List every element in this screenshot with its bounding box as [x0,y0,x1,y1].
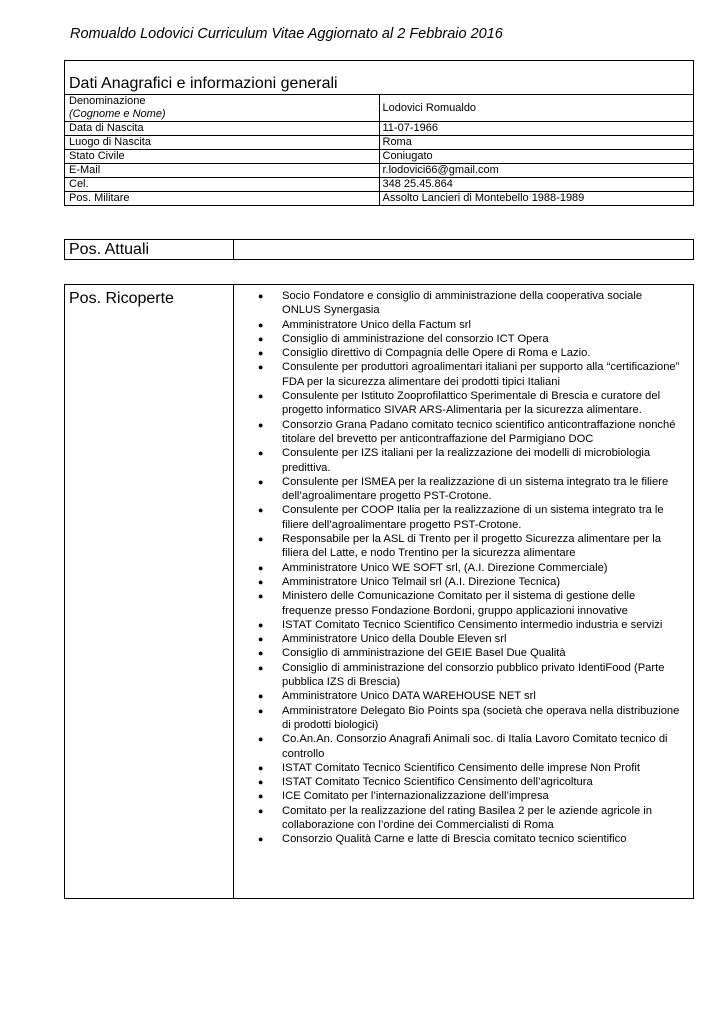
list-item-text: ISTAT Comitato Tecnico Scientifico Censimento intermedio industria e servizi [282,618,663,631]
list-item [258,775,683,789]
bullet-icon: ● [258,291,264,301]
list-item-text: Consiglio di amministrazione del GEIE Basel Due Qualità [282,647,566,660]
bullet-icon: ● [258,562,264,573]
attuali-value [234,240,694,260]
list-item [258,789,683,803]
row-value-data-nascita: 11-07-1966 [379,122,694,136]
list-item [258,589,683,618]
bullet-icon: ● [258,505,264,516]
anagrafica-title: Dati Anagrafici e informazioni generali [65,61,694,95]
list-item-text: Socio Fondatore e consiglio di amministrazione della cooperativa sociale ONLUS Synergasia [282,290,643,317]
list-item-text: Consulente per produttori agroalimentari italiani per supporto alla “certificazione” FDA per la sicurezza alimentare dei prodotti tipici Italiani [282,361,680,388]
list-item [258,689,683,703]
list-item-text: Consorzio Qualità Carne e latte di Brescia comitato tecnico scientifico [282,833,627,846]
bullet-icon: ● [258,834,264,845]
list-item [258,618,683,632]
bullet-icon: ● [258,762,264,773]
list-item [258,346,683,360]
bullet-icon: ● [258,634,264,645]
bullet-icon: ● [258,448,264,459]
list-item [258,289,683,318]
row-label-cel: Cel. [65,178,380,192]
denominazione-value: Lodovici Romualdo [379,95,694,122]
list-item-text: Consulente per ISMEA per la realizzazione di un sistema integrato tra le filiere dell’agroalimentare progetto PST-Crotone. [282,475,669,503]
list-item-text: Ministero delle Comunicazione Comitato per il sistema di gestione delle frequenze presso Fondazione Bordoni, gruppo applicazioni innovative [282,590,636,617]
bullet-icon: ● [258,362,264,373]
list-item-text: Consulente per IZS italiani per la realizzazione dei modelli di microbiologia predittiva. [282,447,651,474]
list-item-text: Consulente per COOP Italia per la realizzazione di un sistema integrato tra le filiere dell’agroalimentare progetto PST-Crotone. [282,504,664,531]
ricoperte-list-cell [234,285,694,899]
denominazione-sublabel: (Cognome e Nome) [69,108,166,120]
list-item-text: Consiglio di amministrazione del consorzio ICT Opera [282,332,549,345]
bullet-icon: ● [258,791,264,802]
bullet-icon: ● [258,619,264,630]
attuali-label: Pos. Attuali [65,240,234,260]
bullet-icon: ● [258,648,264,659]
bullet-icon: ● [258,734,264,745]
row-label-pos-militare: Pos. Militare [65,192,380,206]
list-item [258,446,683,475]
row-value-stato-civile: Coniugato [379,150,694,164]
denominazione-label-cell [65,95,380,122]
page-header: Romualdo Lodovici Curriculum Vitae Aggiornato al 2 Febbraio 2016 [70,26,503,42]
list-item [258,575,683,589]
list-item-text: Amministratore Unico della Double Eleven srl [282,633,507,646]
list-item [258,761,683,775]
list-item [258,732,683,761]
list-item [258,804,683,833]
bullet-icon: ● [258,691,264,702]
list-item-text: Consorzio Grana Padano comitato tecnico scientifico anticontraffazione nonché titolare del brevetto per anticontraffazione del Parmigiano DOC [282,418,676,445]
list-item-text: Amministratore Unico WE SOFT srl, (A.I. Direzione Commerciale) [282,561,608,574]
bullet-icon: ● [258,476,264,487]
list-item-text: Co.An.An. Consorzio Anagrafi Animali soc. di Italia Lavoro Comitato tecnico di controllo [282,733,668,760]
bullet-icon: ● [258,419,264,430]
bullet-icon: ● [258,333,264,344]
list-item-text: Consulente per Istituto Zooprofilattico Sperimentale di Brescia e curatore del progetto informatico SIVAR ARS-Alimentaria per la sicurezza alimentare. [282,390,661,417]
ricoperte-list [238,289,683,847]
bullet-icon: ● [258,777,264,788]
list-item-text: Amministratore Unico Telmail srl (A.I. Direzione Tecnica) [282,575,561,588]
row-label-email: E-Mail [65,164,380,178]
list-item [258,332,683,346]
bullet-icon: ● [258,319,264,330]
list-item-text: Amministratore Unico DATA WAREHOUSE NET srl [282,690,536,703]
list-item-text: Responsabile per la ASL di Trento per il progetto Sicurezza alimentare per la filiera del Latte, e nodo Trentino per la sicurezza alimentare [282,533,661,560]
row-label-data-nascita: Data di Nascita [65,122,380,136]
bullet-icon: ● [258,576,264,587]
list-item-text: Amministratore Unico della Factum srl [282,318,471,331]
list-item [258,360,683,389]
bullet-icon: ● [258,805,264,816]
list-item [258,704,683,733]
row-value-email[interactable]: r.lodovici66@gmail.com [379,164,694,178]
list-item [258,646,683,660]
row-label-stato-civile: Stato Civile [65,150,380,164]
list-item-text: ISTAT Comitato Tecnico Scientifico Censimento dell’agricoltura [282,776,593,789]
bullet-icon: ● [258,391,264,402]
ricoperte-table [64,284,694,899]
bullet-icon: ● [258,705,264,716]
list-item [258,389,683,418]
bullet-icon: ● [258,534,264,545]
attuali-table [64,239,694,260]
bullet-icon: ● [258,348,264,359]
anagrafica-table [64,60,694,206]
list-item [258,632,683,646]
list-item [258,561,683,575]
list-item-text: Comitato per la realizzazione del rating Basilea 2 per le aziende agricole in collaborazione con l’ordine dei Commercialisti di Roma [282,804,653,831]
list-item-text: Amministratore Delegato Bio Points spa (società che operava nella distribuzione di prodotti biologici) [282,704,680,731]
list-item-text: ICE Comitato per l’internazionalizzazione dell’impresa [282,790,549,803]
list-item [258,532,683,561]
list-item [258,661,683,690]
row-value-pos-militare: Assolto Lancieri di Montebello 1988-1989 [379,192,694,206]
list-item-text: ISTAT Comitato Tecnico Scientifico Censimento delle imprese Non Profit [282,761,640,774]
bullet-icon: ● [258,662,264,673]
list-item-text: Consiglio direttivo di Compagnia delle Opere di Roma e Lazio. [282,347,591,360]
list-item-text: Consiglio di amministrazione del consorzio pubblico privato IdentiFood (Parte pubblica IZS di Brescia) [282,661,665,689]
list-item [258,832,683,846]
list-item [258,475,683,504]
list-item [258,503,683,532]
list-item [258,418,683,447]
row-label-luogo-nascita: Luogo di Nascita [65,136,380,150]
ricoperte-label: Pos. Ricoperte [65,285,234,899]
denominazione-label: Denominazione [69,95,146,107]
bullet-icon: ● [258,591,264,602]
row-value-cel: 348 25.45.864 [379,178,694,192]
list-item [258,318,683,332]
row-value-luogo-nascita: Roma [379,136,694,150]
